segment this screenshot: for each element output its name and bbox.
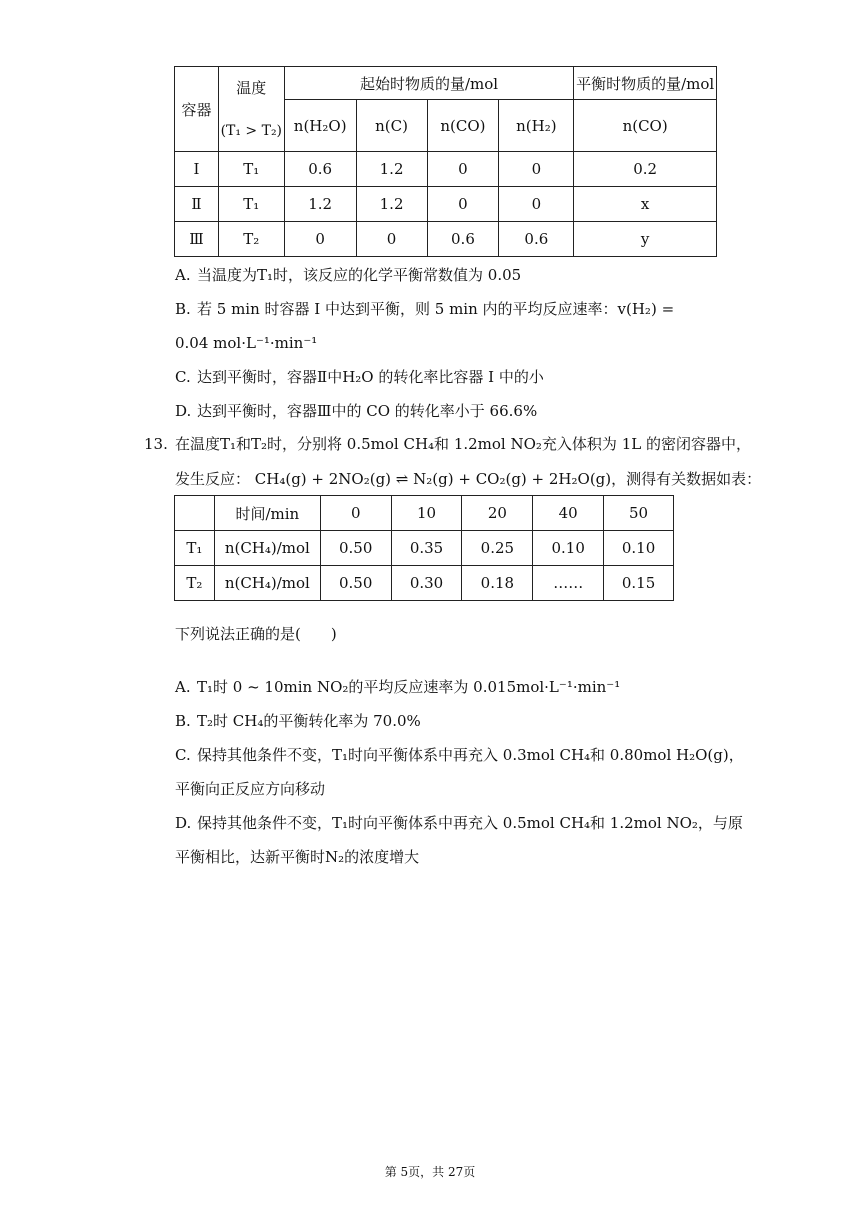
- option-label: A.: [175, 678, 191, 696]
- option-label: D.: [175, 402, 192, 420]
- table-row: [175, 222, 717, 257]
- table-row: [175, 152, 717, 187]
- cell-co: 0: [427, 152, 499, 187]
- option-text: 达到平衡时，容器Ⅲ中的 CO 的转化率小于 66.6%: [197, 402, 538, 420]
- header-cell: 0: [320, 496, 391, 531]
- cell-co: 0.6: [427, 222, 499, 257]
- table-row: [175, 531, 674, 566]
- q13-stem-line-2: 发生反应： CH₄(g) + 2NO₂(g) ⇌ N₂(g) + CO₂(g) + 2H₂O(g)，测得有关数据如表：: [175, 470, 762, 488]
- cell-h2: 0: [499, 187, 574, 222]
- option-label: D.: [175, 814, 192, 832]
- header-temperature: [218, 67, 284, 152]
- cell-c: 1.2: [356, 152, 427, 187]
- cell-eq-co: y: [574, 222, 717, 257]
- option-label: C.: [175, 368, 191, 386]
- header-initial-amount: 起始时物质的量/mol: [284, 67, 574, 100]
- cell: n(CH₄)/mol: [214, 531, 320, 566]
- cell-vessel: Ⅱ: [175, 187, 219, 222]
- q13-option-b: [175, 714, 421, 729]
- cell: n(CH₄)/mol: [214, 566, 320, 601]
- cell: T₁: [175, 531, 215, 566]
- cell-h2o: 0: [284, 222, 356, 257]
- header-cell: 50: [604, 496, 674, 531]
- option-label: C.: [175, 746, 191, 764]
- header-equilibrium-amount: 平衡时物质的量/mol: [574, 67, 717, 100]
- cell-vessel: Ⅲ: [175, 222, 219, 257]
- cell-temp: T₂: [218, 222, 284, 257]
- cell: ……: [533, 566, 604, 601]
- equilibrium-table: [174, 66, 717, 257]
- option-text: 保持其他条件不变，T₁时向平衡体系中再充入 0.3mol CH₄和 0.80mol H₂O(g)，: [197, 746, 744, 764]
- cell: T₂: [175, 566, 215, 601]
- table-row: [175, 566, 674, 601]
- cell: 0.50: [320, 531, 391, 566]
- subheader-n-c: n(C): [356, 100, 427, 152]
- option-text: T₁时 0 ~ 10min NO₂的平均反应速率为 0.015mol·L⁻¹·min⁻¹: [197, 678, 621, 696]
- q13-question: 下列说法正确的是( ): [175, 625, 337, 643]
- cell: 0.35: [391, 531, 462, 566]
- cell-c: 0: [356, 222, 427, 257]
- q12-option-d: [175, 404, 537, 419]
- q13-option-c: [175, 748, 744, 763]
- cell: 0.10: [604, 531, 674, 566]
- option-text: 若 5 min 时容器 I 中达到平衡，则 5 min 内的平均反应速率：v(H₂) =: [197, 300, 675, 318]
- table-header-row: [175, 496, 674, 531]
- cell: 0.30: [391, 566, 462, 601]
- cell-h2: 0: [499, 152, 574, 187]
- ch4-data-table: [174, 495, 674, 601]
- cell: 0.18: [462, 566, 533, 601]
- header-vessel: 容器: [175, 67, 219, 152]
- cell-h2o: 0.6: [284, 152, 356, 187]
- q12-option-a: [175, 268, 521, 283]
- table-row: [175, 187, 717, 222]
- option-text: T₂时 CH₄的平衡转化率为 70.0%: [197, 712, 421, 730]
- cell-eq-co: 0.2: [574, 152, 717, 187]
- cell-h2o: 1.2: [284, 187, 356, 222]
- q12-option-b-continued: 0.04 mol·L⁻¹·min⁻¹: [175, 334, 318, 352]
- header-cell: 时间/min: [214, 496, 320, 531]
- option-text: 达到平衡时，容器Ⅱ中H₂O 的转化率比容器 I 中的小: [197, 368, 544, 386]
- q12-option-b: [175, 302, 674, 317]
- subheader-n-h2o: n(H₂O): [284, 100, 356, 152]
- cell-h2: 0.6: [499, 222, 574, 257]
- cell-c: 1.2: [356, 187, 427, 222]
- header-cell: 10: [391, 496, 462, 531]
- header-cell: [175, 496, 215, 531]
- cell-vessel: Ⅰ: [175, 152, 219, 187]
- subheader-n-h2: n(H₂): [499, 100, 574, 152]
- q13-option-a: [175, 680, 620, 695]
- q12-option-c: [175, 370, 544, 385]
- q13-option-d-continued: 平衡相比，达新平衡时N₂的浓度增大: [175, 848, 420, 866]
- cell: 0.50: [320, 566, 391, 601]
- question-number: 13.: [144, 435, 168, 453]
- header-temperature-condition: (T₁ > T₂): [220, 122, 283, 139]
- option-label: B.: [175, 300, 191, 318]
- option-text: 当温度为T₁时，该反应的化学平衡常数值为 0.05: [197, 266, 522, 284]
- header-cell: 20: [462, 496, 533, 531]
- option-label: A.: [175, 266, 191, 284]
- cell-eq-co: x: [574, 187, 717, 222]
- q13-stem-line-1: 在温度T₁和T₂时，分别将 0.5mol CH₄和 1.2mol NO₂充入体积为 1L 的密闭容器中，: [175, 435, 751, 453]
- subheader-eq-n-co: n(CO): [574, 100, 717, 152]
- q13-option-c-continued: 平衡向正反应方向移动: [175, 780, 326, 798]
- cell: 0.10: [533, 531, 604, 566]
- cell-temp: T₁: [218, 187, 284, 222]
- header-cell: 40: [533, 496, 604, 531]
- q13-option-d: [175, 816, 743, 831]
- cell: 0.25: [462, 531, 533, 566]
- option-text: 保持其他条件不变，T₁时向平衡体系中再充入 0.5mol CH₄和 1.2mol NO₂，与原: [197, 814, 743, 832]
- cell: 0.15: [604, 566, 674, 601]
- option-label: B.: [175, 712, 191, 730]
- cell-temp: T₁: [218, 152, 284, 187]
- cell-co: 0: [427, 187, 499, 222]
- header-temperature-label: 温度: [236, 78, 267, 97]
- page-footer: 第 5页，共 27页: [384, 1165, 476, 1179]
- subheader-n-co: n(CO): [427, 100, 499, 152]
